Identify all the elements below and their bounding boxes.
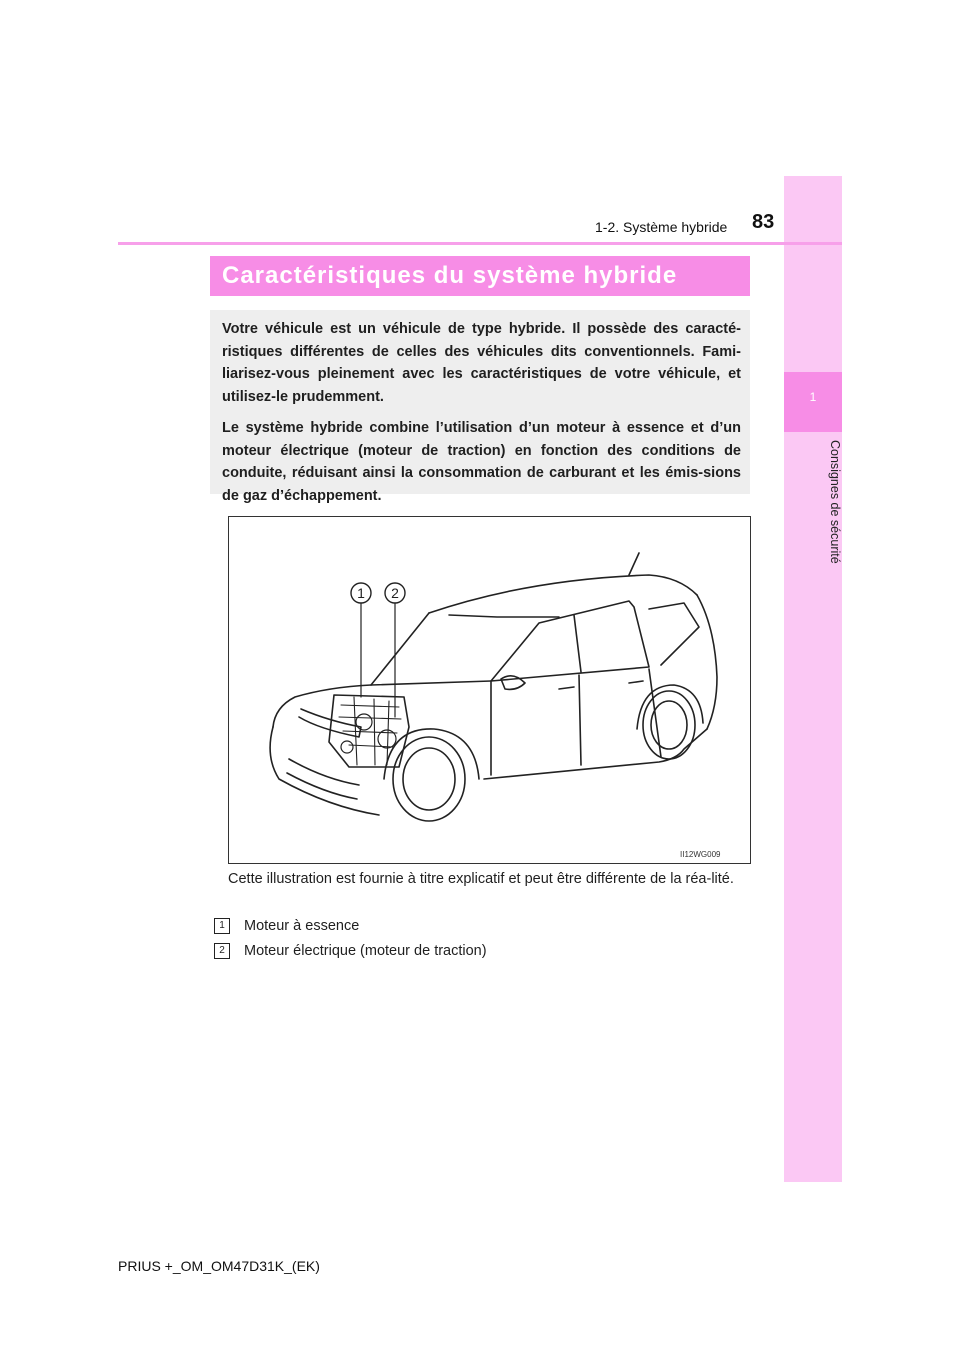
legend-label: Moteur électrique (moteur de traction) [244, 943, 487, 959]
figure-caption: Cette illustration est fournie à titre explicatif et peut être différente de la réa-lité. [228, 871, 734, 887]
callout-label: 2 [391, 585, 399, 601]
car-drawing [229, 517, 750, 863]
intro-paragraph: Votre véhicule est un véhicule de type hybride. Il possède des caracté-ristiques différentes de celles des véhicules dits conventionnels. Fami-liarisez-vous pleinement avec les caractéristiques de votre véhicule, et utilisez-le prudemment. [222, 321, 741, 405]
header-rule [118, 242, 842, 245]
chapter-tab-strip [784, 176, 842, 1182]
chapter-label-text: Consignes de sécurité [828, 440, 842, 564]
document-code: PRIUS +_OM_OM47D31K_(EK) [118, 1258, 320, 1274]
intro-paragraph: Le système hybride combine l’utilisation d’un moteur à essence et d’un moteur électrique (moteur de traction) en fonction des conditions de conduite, réduisant ainsi la consommation de carburant et les émis-sions de gaz d’échappement. [222, 420, 741, 504]
title-band [210, 256, 750, 296]
chapter-number: 1 [809, 390, 817, 404]
intro-box [210, 310, 750, 504]
page-title: Caractéristiques du système hybride [222, 262, 678, 289]
figure-code: II12WG009 [680, 850, 721, 859]
legend-number: 2 [214, 943, 230, 959]
callout-label: 1 [357, 585, 365, 601]
legend-number: 1 [214, 918, 230, 934]
chapter-label [784, 440, 842, 620]
vehicle-illustration [228, 516, 751, 864]
page-number: 83 [752, 211, 775, 233]
legend-item [214, 943, 487, 959]
section-title: 1-2. Système hybride [595, 219, 728, 235]
legend-label: Moteur à essence [244, 918, 360, 934]
legend-item [214, 918, 359, 934]
